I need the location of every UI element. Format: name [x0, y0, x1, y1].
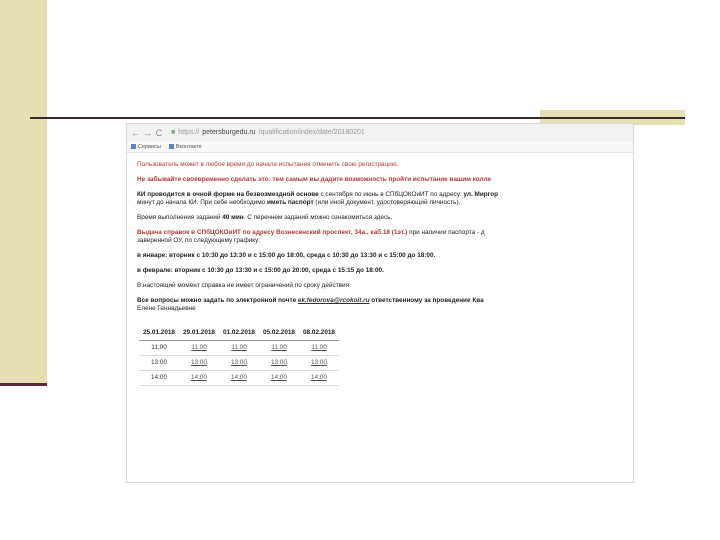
- passport-text: иметь паспорт: [266, 199, 314, 206]
- location-paragraph: [137, 191, 633, 207]
- page-marker: ·: [134, 204, 136, 210]
- time-slot: 13:00: [139, 356, 179, 371]
- duration-lead: Время выполнения заданий: [137, 214, 223, 221]
- time-slot: 11:00: [139, 341, 179, 356]
- url-domain: petersburgedu.ru: [202, 129, 256, 136]
- passport-tail: (или иной документ, удостоверяющий личность).: [313, 199, 461, 206]
- bookmark-label: Сервисы: [138, 143, 161, 150]
- duration-tail: . С перечнем заданий можно ознакомиться здесь.: [243, 214, 393, 221]
- email-link[interactable]: ek.fedorova@rcokoit.ru: [297, 297, 370, 304]
- cancel-note: Пользователь может в любое время до начала испытания отменить свою регистрацию.: [137, 161, 399, 168]
- back-icon[interactable]: ←: [131, 127, 140, 138]
- url-path: /qualification/index/date/20180201: [258, 129, 365, 136]
- certificate-tail: при наличии паспорта - д: [407, 229, 485, 236]
- browser-toolbar: [127, 124, 633, 141]
- certificate-paragraph: [137, 229, 633, 245]
- bookmark-services[interactable]: [131, 144, 161, 150]
- bookmarks-bar: [127, 141, 633, 153]
- free-basis-text: КИ проводится в очной форме на безвозмездной основе: [137, 191, 319, 198]
- vk-icon: [169, 144, 174, 149]
- time-slot-link[interactable]: 13:00: [219, 356, 259, 371]
- date-header: 05.02.2018: [259, 327, 299, 341]
- time-slot-link[interactable]: 14:00: [219, 371, 259, 386]
- url-prefix: https://: [178, 129, 200, 136]
- forward-icon[interactable]: →: [143, 127, 152, 138]
- date-header: 01.02.2018: [219, 327, 259, 341]
- table-row: [139, 341, 339, 356]
- certificate-line2: заверенной ОУ, по следующему графику:: [137, 237, 261, 244]
- passport-lead: минут до начала КИ. При себе необходимо: [137, 199, 267, 206]
- validity-note: В настоящий момент справка не имеет ограничений по сроку действия: [137, 282, 350, 289]
- duration-paragraph: [137, 214, 633, 222]
- date-header: 08.02.2018: [299, 327, 339, 341]
- certificate-address: Выдача справок в СПбЦОКОиИТ по адресу Вознесенский проспект, 34а., каб.18 (1эт.): [137, 229, 408, 236]
- address-bar[interactable]: [171, 129, 365, 136]
- time-slot-link[interactable]: 13:00: [259, 356, 299, 371]
- duration-value: 40 мин: [222, 214, 244, 221]
- time-slot-link[interactable]: 14:00: [259, 371, 299, 386]
- time-slot-link[interactable]: 11:00: [259, 341, 299, 356]
- browser-screenshot: [126, 123, 634, 483]
- page-content: [127, 153, 633, 386]
- schedule-header-row: [139, 327, 339, 341]
- time-slot-link[interactable]: 11:00: [299, 341, 339, 356]
- schedule-table: [139, 327, 339, 386]
- time-slot-link[interactable]: 14:00: [299, 371, 339, 386]
- time-slot-link[interactable]: 11:00: [219, 341, 259, 356]
- questions-tail: ответственному за проведение Ква: [369, 297, 484, 304]
- reminder-note: Не забывайте своевременно сделать это: тем самым вы дадите возможность пройти испытание вашим колле: [137, 176, 492, 183]
- time-slot: 14:00: [139, 371, 179, 386]
- slide-side-bar-line: [0, 383, 47, 386]
- lock-icon: ■: [171, 129, 176, 136]
- time-slot-link[interactable]: 11:00: [179, 341, 219, 356]
- date-header: 25.01.2018: [139, 327, 179, 341]
- questions-paragraph: [137, 297, 633, 313]
- questions-lead: Все вопросы можно задать по электронной почте: [137, 297, 298, 304]
- time-slot-link[interactable]: 14:00: [179, 371, 219, 386]
- bookmark-label: Вконтакте: [175, 143, 202, 150]
- location-text: с сентября по июнь в СПбЦОКОиИТ по адресу:: [318, 191, 464, 198]
- contact-name: Елене Геннадьевне: [137, 305, 196, 312]
- address-text: ул. Миргор: [463, 191, 499, 198]
- january-schedule: в январе: вторник с 10:30 до 13:30 и с 15:00 до 18:00, среда с 10:30 до 13:30 и с 15:00 до 18:00.: [137, 252, 436, 259]
- bookmark-vk[interactable]: [169, 144, 202, 150]
- february-schedule: в феврале: вторник с 10:30 до 13:30 и с 15:00 до 20:00, среда с 15:15 до 18:00.: [137, 267, 384, 274]
- reload-icon[interactable]: C: [155, 127, 163, 138]
- table-row: [139, 371, 339, 386]
- time-slot-link[interactable]: 13:00: [179, 356, 219, 371]
- slide-side-bar: [0, 0, 47, 386]
- apps-icon: [131, 144, 136, 149]
- date-header: 29.01.2018: [179, 327, 219, 341]
- time-slot-link[interactable]: 13:00: [299, 356, 339, 371]
- table-row: [139, 356, 339, 371]
